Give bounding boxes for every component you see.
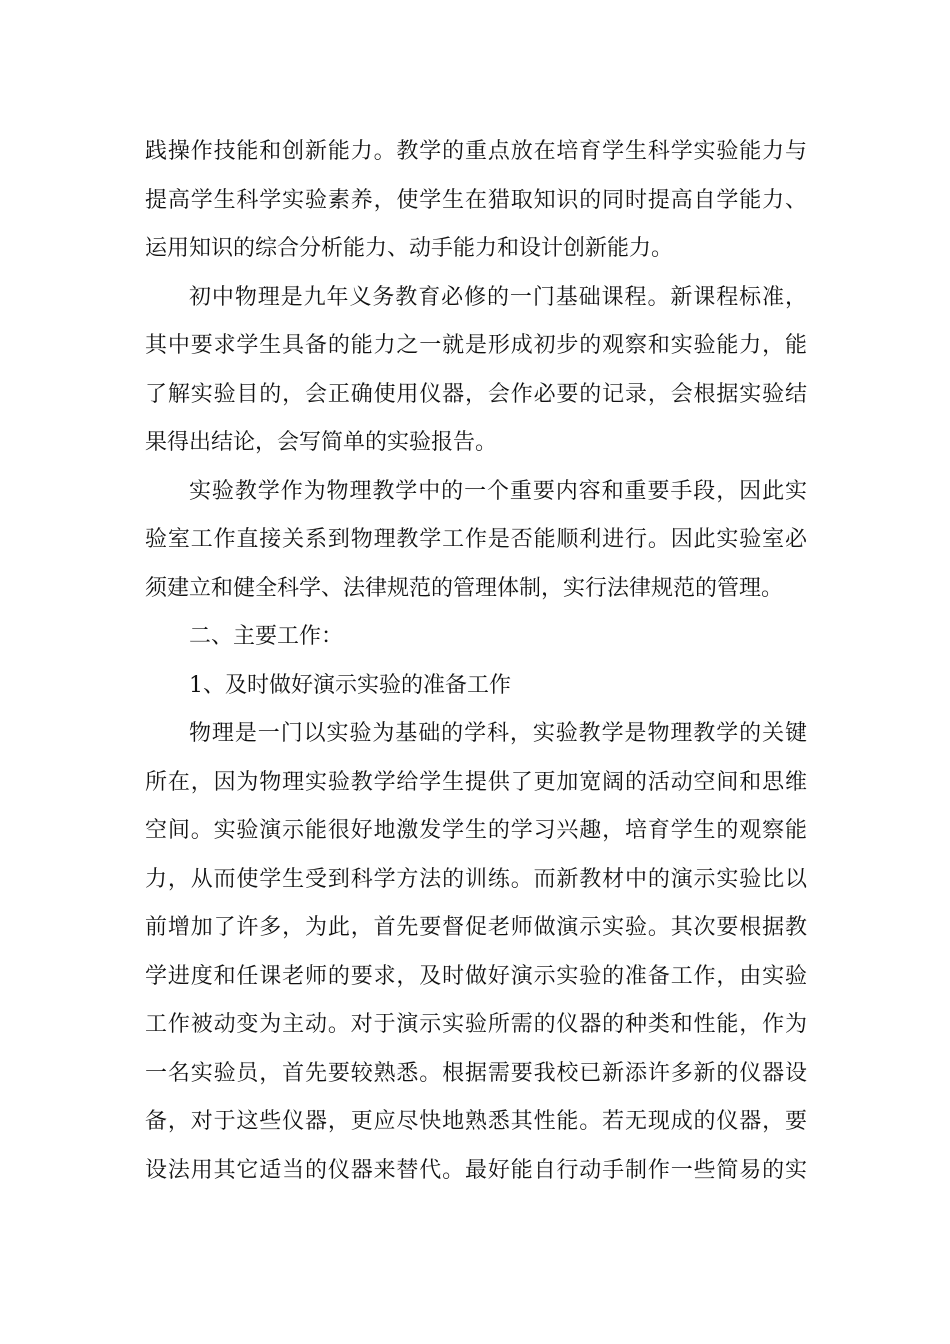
text-line: 果得出结论，会写简单的实验报告。 <box>145 430 498 455</box>
text-line: 运用知识的综合分析能力、动手能力和设计创新能力。 <box>145 236 674 261</box>
text-line: 初中物理是九年义务教育必修的一门基础课程。新课程标准， <box>189 284 807 310</box>
text-line: 实验教学作为物理教学中的一个重要内容和重要手段，因此实 <box>189 478 807 504</box>
text-line: 空间。实验演示能很好地激发学生的学习兴趣，培育学生的观察能 <box>145 818 807 843</box>
subsection-heading-text: 1、及时做好演示实验的准备工作 <box>189 672 511 698</box>
text-line: 提高学生科学实验素养，使学生在猎取知识的同时提高自学能力、 <box>145 187 807 213</box>
section-heading <box>145 613 807 662</box>
paragraph-3 <box>145 468 807 614</box>
paragraph-1 <box>145 128 807 274</box>
paragraph-4 <box>145 710 807 1195</box>
section-heading-text: 二、主要工作： <box>189 624 344 649</box>
text-line: 所在，因为物理实验教学给学生提供了更加宽阔的活动空间和思维 <box>145 769 807 795</box>
text-line: 工作被动变为主动。对于演示实验所需的仪器的种类和性能，作为 <box>145 1012 807 1037</box>
text-line: 其中要求学生具备的能力之一就是形成初步的观察和实验能力，能 <box>145 333 807 358</box>
paragraph-2 <box>145 274 807 468</box>
text-line: 设法用其它适当的仪器来替代。最好能自行动手制作一些简易的实 <box>145 1157 807 1183</box>
text-line: 验室工作直接关系到物理教学工作是否能顺利进行。因此实验室必 <box>145 527 807 552</box>
text-line: 力，从而使学生受到科学方法的训练。而新教材中的演示实验比以 <box>145 866 807 892</box>
text-line: 践操作技能和创新能力。教学的重点放在培育学生科学实验能力与 <box>145 139 807 164</box>
text-line: 前增加了许多，为此，首先要督促老师做演示实验。其次要根据教 <box>145 915 807 940</box>
subsection-heading <box>145 662 807 711</box>
document-body <box>145 128 807 1195</box>
text-line: 须建立和健全科学、法律规范的管理体制，实行法律规范的管理。 <box>145 575 784 601</box>
text-line: 了解实验目的，会正确使用仪器，会作必要的记录，会根据实验结 <box>145 381 807 407</box>
text-line: 物理是一门以实验为基础的学科，实验教学是物理教学的关键 <box>189 721 807 746</box>
text-line: 备，对于这些仪器，更应尽快地熟悉其性能。若无现成的仪器，要 <box>145 1109 807 1134</box>
text-line: 一名实验员，首先要较熟悉。根据需要我校已新添许多新的仪器设 <box>145 1060 807 1086</box>
text-line: 学进度和任课老师的要求，及时做好演示实验的准备工作，由实验 <box>145 963 807 989</box>
